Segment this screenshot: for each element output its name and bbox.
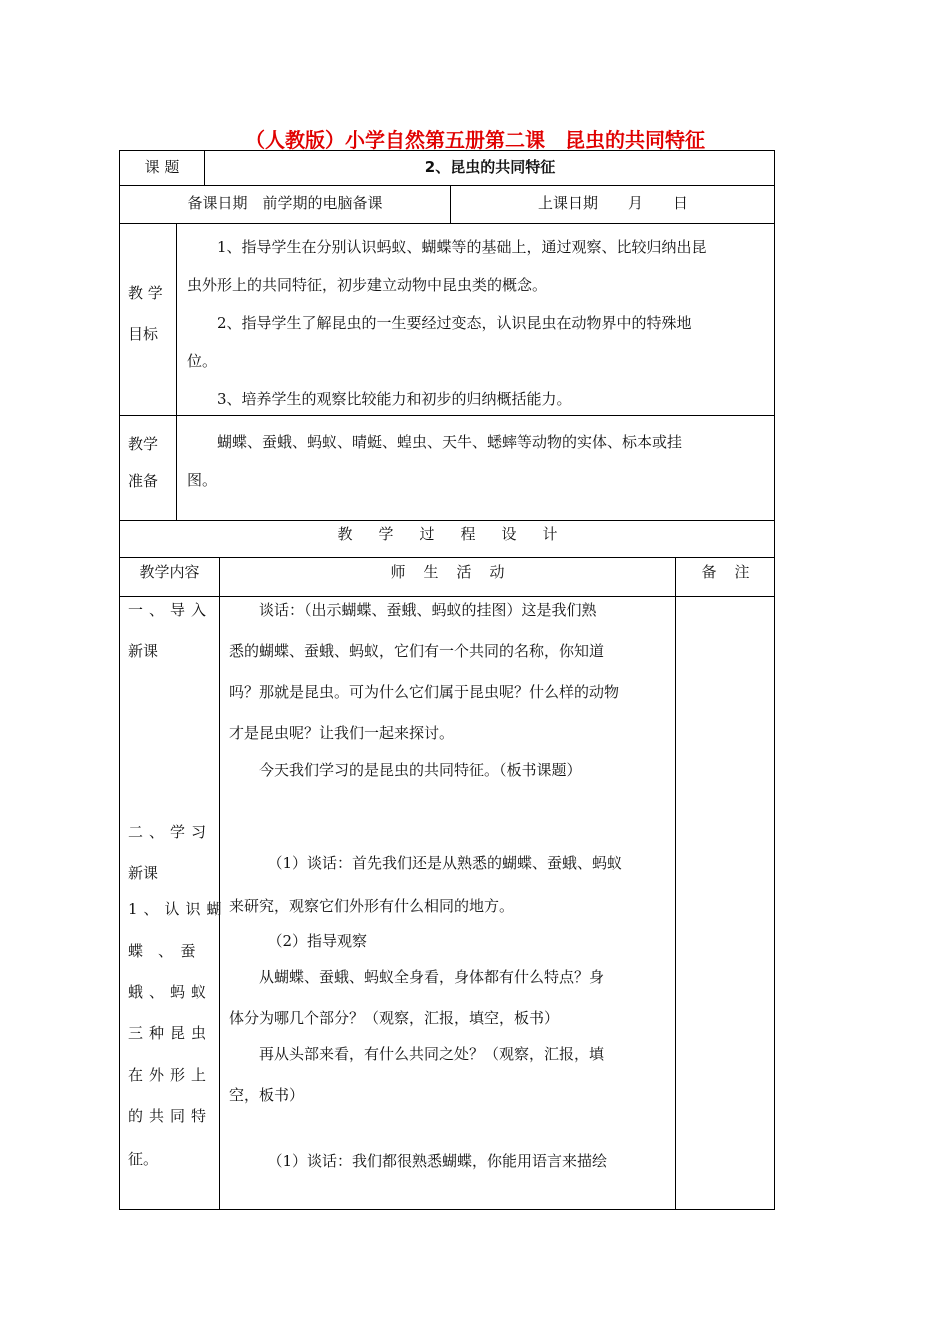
content-cell: 的共同特	[128, 1107, 213, 1125]
activity-line: 来研究，观察它们外形有什么相同的地方。	[229, 897, 515, 915]
content-cell: 征。	[128, 1150, 159, 1168]
activity-line: 谈话：（出示蝴蝶、蚕蛾、蚂蚁的挂图）这是我们熟	[229, 601, 597, 619]
goals-text	[187, 228, 707, 418]
goals-line: 位。	[187, 352, 218, 370]
col-header-content: 教学内容	[139, 563, 200, 581]
col-header-activity: 师生活动	[390, 563, 523, 581]
activity-line: 空，板书）	[229, 1086, 305, 1104]
process-header: 教学过程设计	[337, 525, 584, 543]
class-date-label: 上课日期 月 日	[537, 194, 688, 212]
content-cell: 新课	[128, 642, 159, 660]
topic-value: 2、昆虫的共同特征	[424, 158, 556, 176]
topic-label: 课 题	[144, 158, 180, 176]
goals-label-line1: 教 学	[128, 284, 163, 302]
content-cell: 1、认识蝴	[128, 900, 228, 918]
document-title: （人教版）小学自然第五册第二课 昆虫的共同特征	[245, 128, 705, 152]
content-cell: 三种昆虫	[128, 1024, 213, 1042]
activity-line: （1）谈话：我们都很熟悉蝴蝶，你能用语言来描绘	[245, 1152, 608, 1170]
activity-line: 从蝴蝶、蚕蛾、蚂蚁全身看，身体都有什么特点？身	[229, 968, 605, 986]
activity-line: 体分为哪几个部分？（观察，汇报，填空，板书）	[229, 1009, 560, 1027]
activity-line: 吗？那就是昆虫。可为什么它们属于昆虫呢？什么样的动物	[229, 683, 620, 701]
goals-line: 3、培养学生的观察比较能力和初步的归纳概括能力。	[187, 390, 572, 408]
prep-text	[187, 423, 682, 499]
goals-line: 2、指导学生了解昆虫的一生要经过变态，认识昆虫在动物界中的特殊地	[187, 314, 692, 332]
goals-line: 1、指导学生在分别认识蚂蚁、蝴蝶等的基础上，通过观察、比较归纳出昆	[187, 238, 707, 256]
content-cell: 新课	[128, 864, 159, 882]
col-header-notes: 备注	[701, 563, 768, 581]
content-cell: 在外形上	[128, 1066, 213, 1084]
prep-date-label: 备课日期 前学期的电脑备课	[187, 194, 383, 212]
content-cell: 蝶 、 蚕	[128, 942, 196, 960]
content-cell: 蛾、蚂蚁	[128, 983, 213, 1001]
activity-line: 才是昆虫呢？让我们一起来探讨。	[229, 724, 455, 742]
prep-label-line2: 准备	[128, 472, 159, 490]
content-cell: 一、导入	[128, 601, 213, 619]
prep-line: 图。	[187, 471, 218, 489]
activity-line: （1）谈话：首先我们还是从熟悉的蝴蝶、蚕蛾、蚂蚁	[245, 854, 623, 872]
activity-line: 悉的蝴蝶、蚕蛾、蚂蚁，它们有一个共同的名称，你知道	[229, 642, 605, 660]
activity-line: （2）指导观察	[245, 932, 368, 950]
activity-line: 今天我们学习的是昆虫的共同特征。（板书课题）	[229, 761, 582, 779]
prep-line: 蝴蝶、蚕蛾、蚂蚁、晴蜓、蝗虫、天牛、蟋蟀等动物的实体、标本或挂	[187, 433, 683, 451]
goals-label-line2: 目标	[128, 325, 159, 343]
content-cell: 二、学习	[128, 823, 213, 841]
prep-label-line1: 教学	[128, 435, 159, 453]
goals-line: 虫外形上的共同特征，初步建立动物中昆虫类的概念。	[187, 276, 548, 294]
activity-line: 再从头部来看，有什么共同之处？（观察，汇报，填	[229, 1045, 605, 1063]
